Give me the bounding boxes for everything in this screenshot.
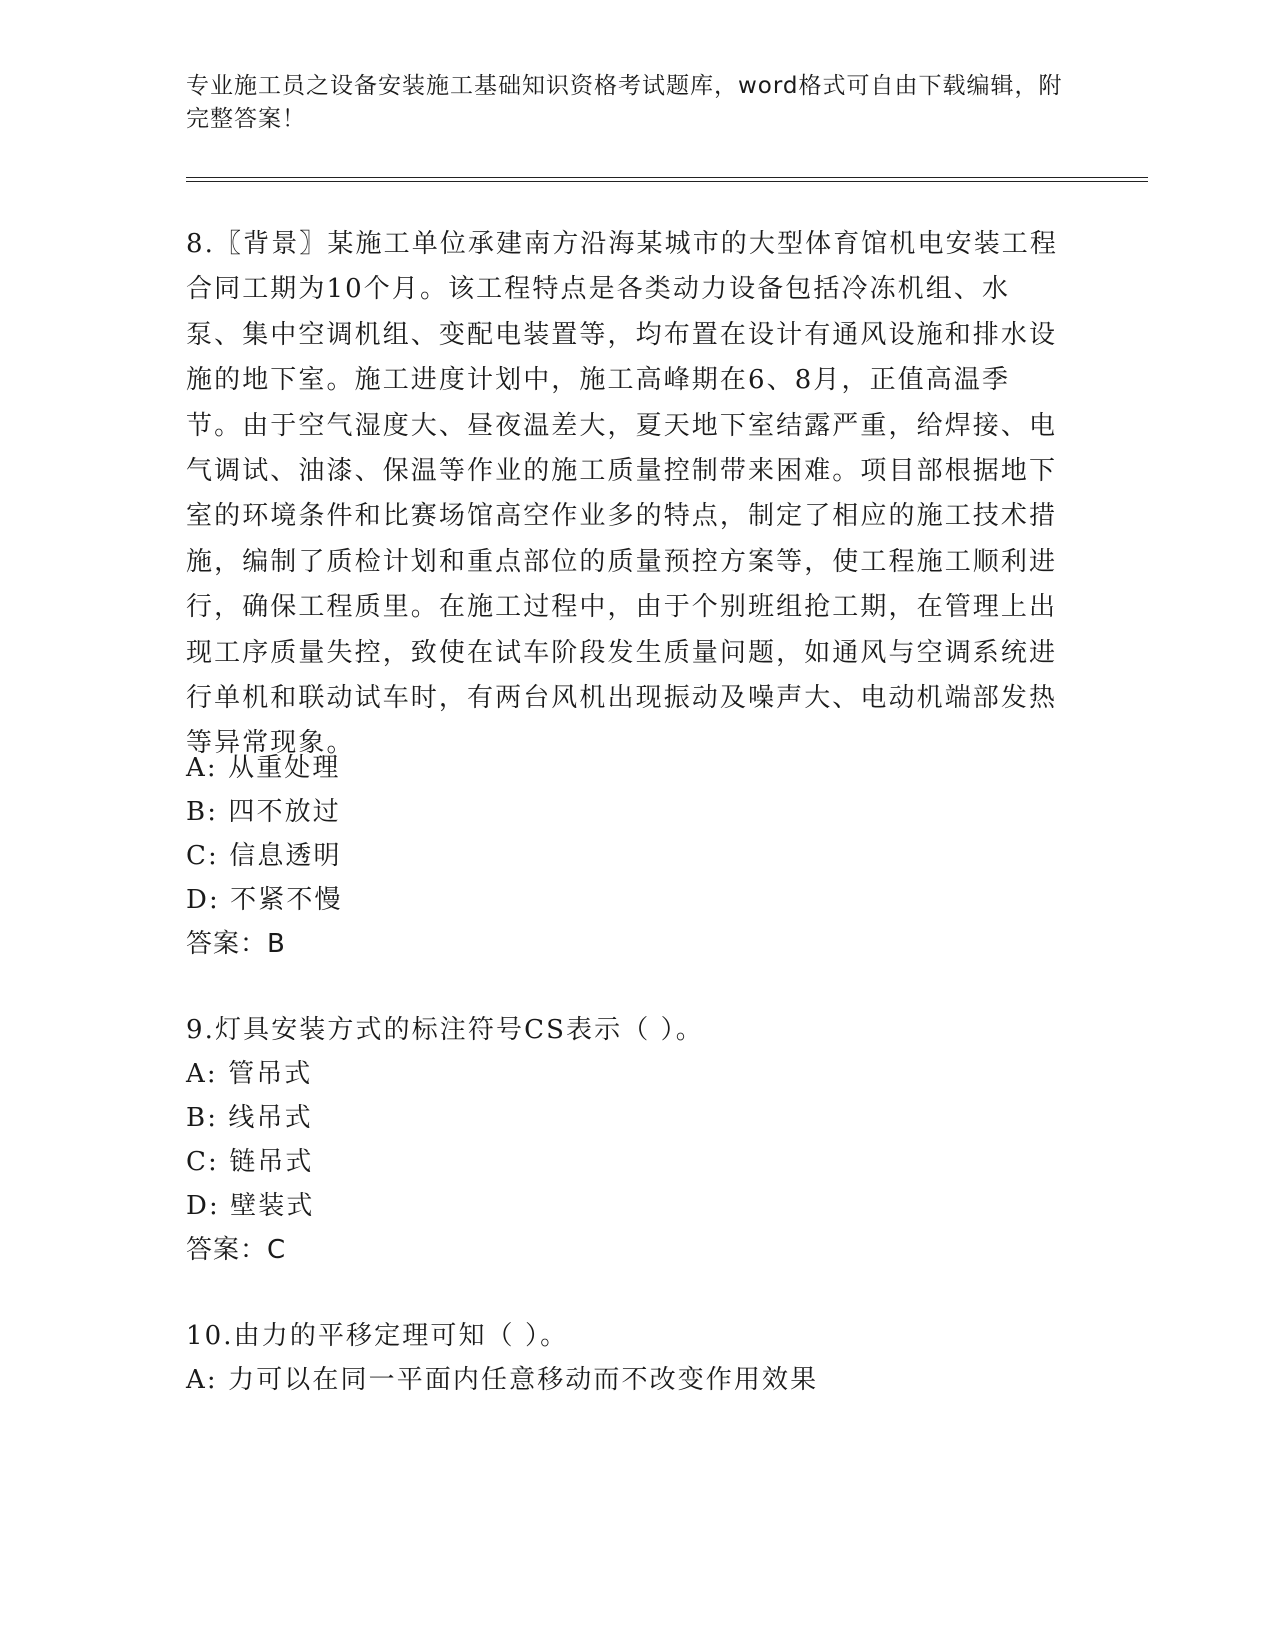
question-8-option-c: C: 信息透明: [186, 841, 342, 871]
question-9-stem: 9.灯具安装方式的标注符号CS表示（ ）。: [186, 1015, 704, 1045]
question-8-option-d: D: 不紧不慢: [186, 885, 343, 915]
question-9-answer: 答案：C: [186, 1235, 287, 1265]
header-divider-bottom: [186, 181, 1148, 182]
question-9-option-a: A: 管吊式: [186, 1059, 313, 1089]
question-10-stem: 10.由力的平移定理可知（ ）。: [186, 1321, 569, 1351]
question-8-option-a: A: 从重处理: [186, 753, 341, 783]
question-8-stem: 8.〖背景〗某施工单位承建南方沿海某城市的大型体育馆机电安装工程合同工期为10个月。该工程特点是各类动力设备包括冷冻机组、水泵、集中空调机组、变配电装置等，均布置在设计有通风设施和排水设施的地下室。施工进度计划中，施工高峰期在6、8月，正值高温季节。由于空气湿度大、昼夜温差大，夏天地下室结露严重，给焊接、电气调试、油漆、保温等作业的施工质量控制带来困难。项目部根据地下室的环境条件和比赛场馆高空作业多的特点，制定了相应的施工技术措施，编制了质检计划和重点部位的质量预控方案等，使工程施工顺利进行，确保工程质里。在施工过程中，由于个别班组抢工期，在管理上出现工序质量失控，致使在试车阶段发生质量问题，如通风与空调系统进行单机和联动试车时，有两台风机出现振动及噪声大、电动机端部发热等异常现象。: [186, 229, 1059, 759]
question-9-option-d: D: 壁装式: [186, 1191, 315, 1221]
question-9-option-c: C: 链吊式: [186, 1147, 314, 1177]
question-8-option-b: B: 四不放过: [186, 797, 341, 827]
question-10-option-a: A: 力可以在同一平面内任意移动而不改变作用效果: [186, 1365, 819, 1395]
question-8-answer: 答案：B: [186, 929, 286, 959]
document-header: 专业施工员之设备安装施工基础知识资格考试题库，word格式可自由下载编辑，附完整答案！: [186, 73, 1063, 132]
header-divider-top: [186, 177, 1148, 178]
question-9-option-b: B: 线吊式: [186, 1103, 313, 1133]
